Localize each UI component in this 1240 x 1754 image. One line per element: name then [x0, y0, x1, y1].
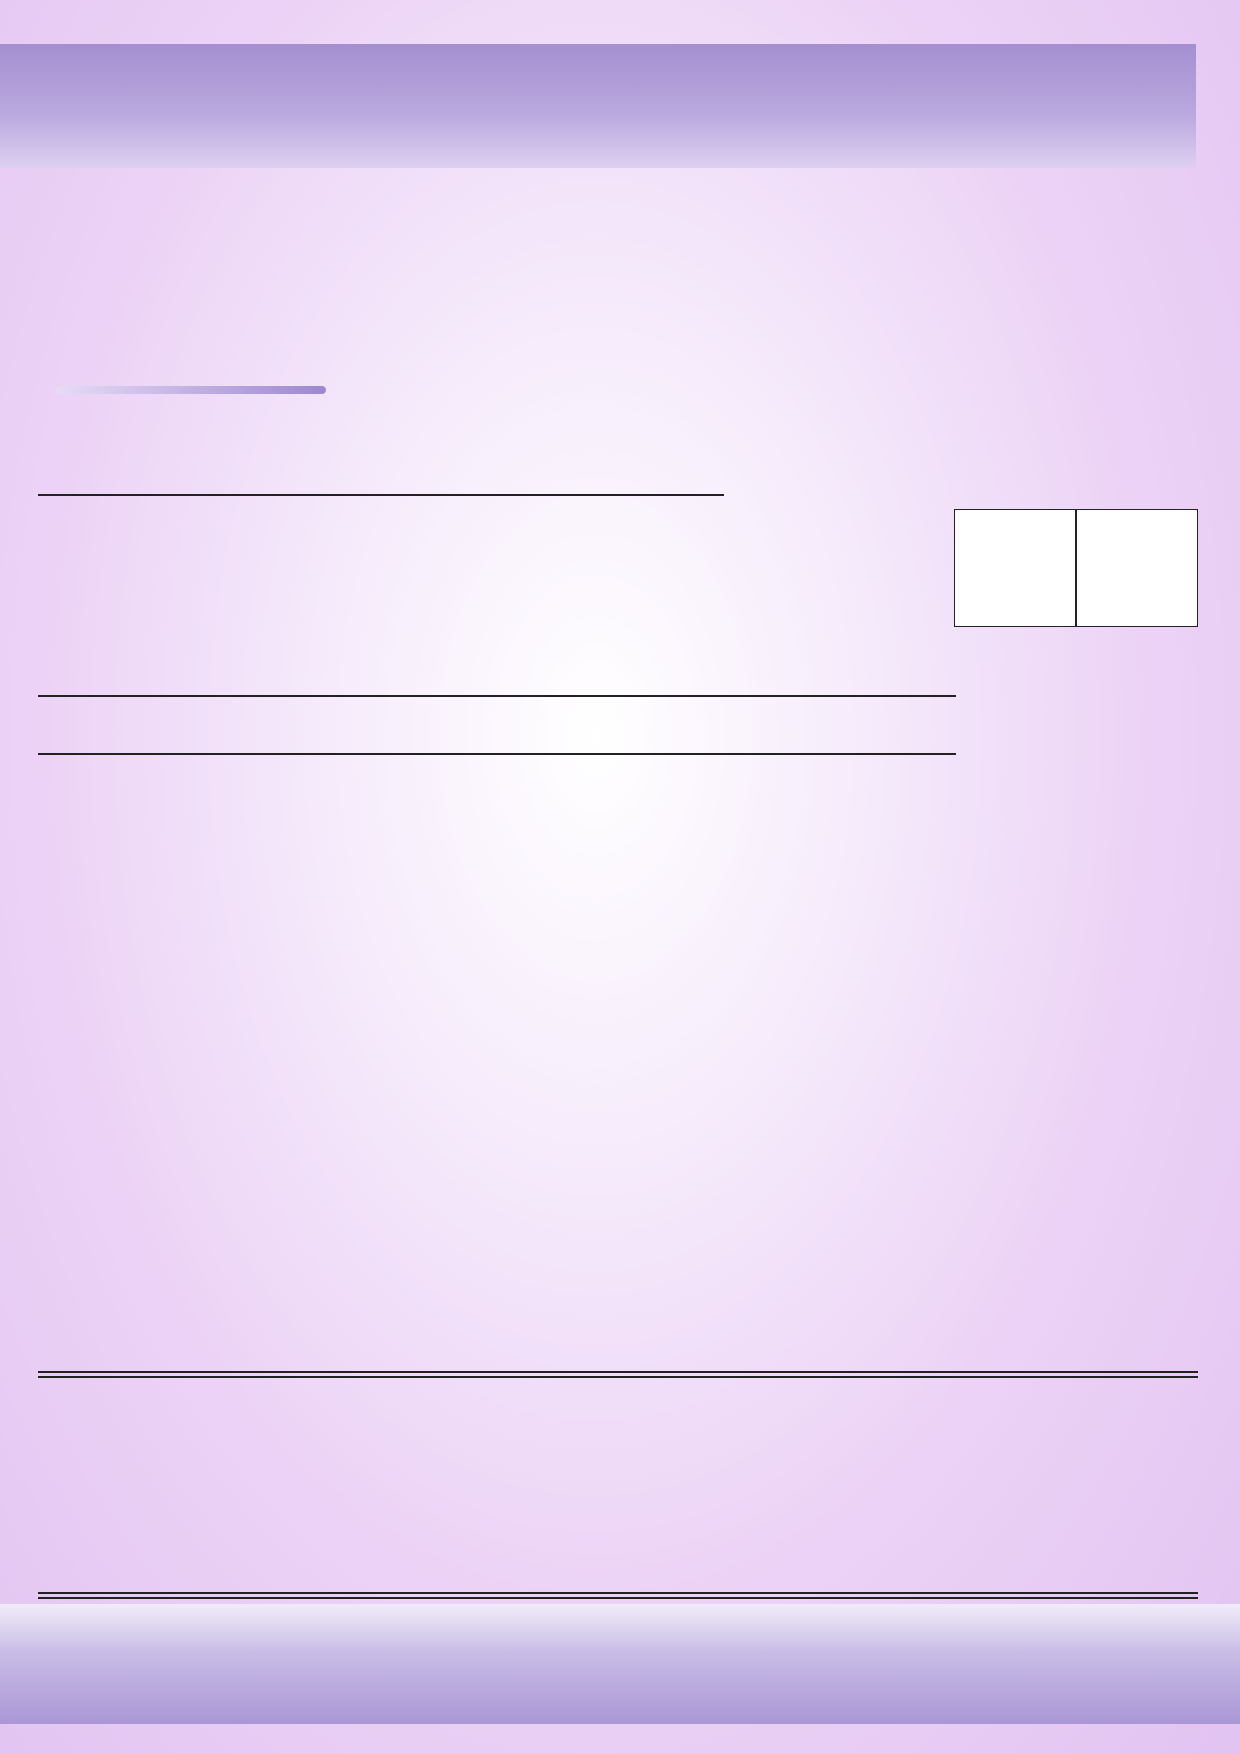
payment-top-rule [38, 1371, 1198, 1378]
subject-line [38, 695, 956, 697]
seal-box [954, 509, 1198, 627]
title-underline [56, 386, 326, 394]
amount-line [38, 753, 956, 755]
recipient-line [38, 494, 724, 496]
payment-bottom-rule [38, 1592, 1198, 1599]
header-town-illustration [0, 44, 1196, 168]
footer-town-illustration [0, 1604, 1240, 1724]
